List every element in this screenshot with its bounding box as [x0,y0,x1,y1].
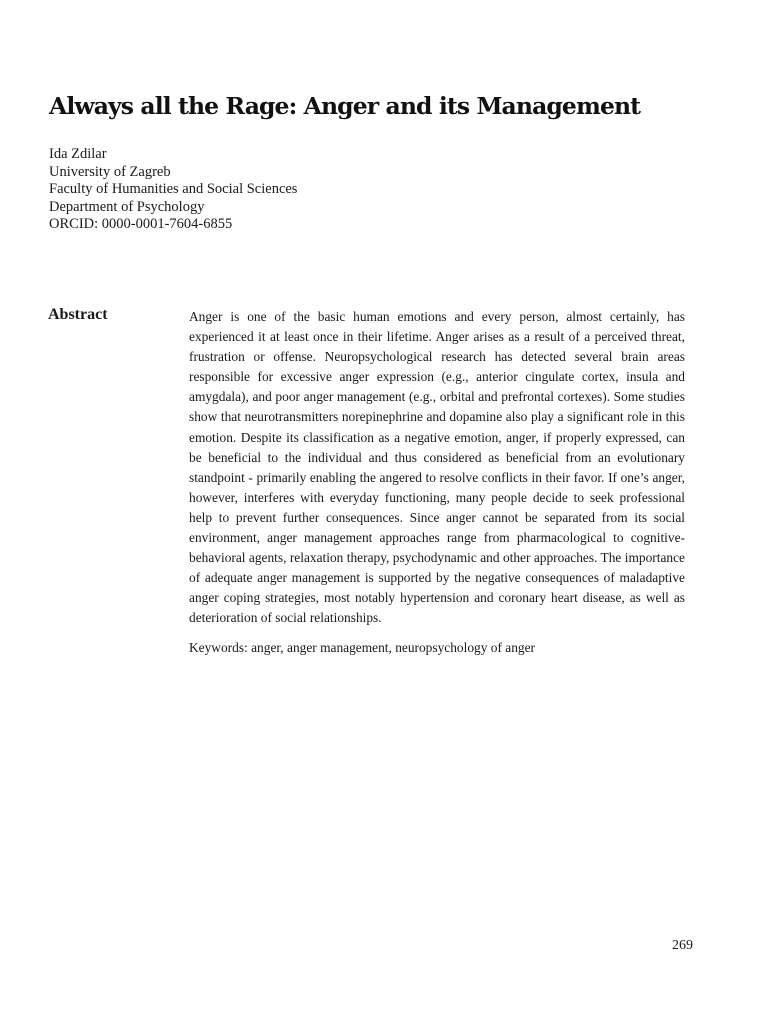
author-name: Ida Zdilar [49,146,107,162]
author-affiliation-block [49,146,297,234]
author-university: University of Zagreb [49,163,171,180]
author-faculty: Faculty of Humanities and Social Sciences [49,181,298,197]
page-number: 269 [672,938,693,953]
abstract-heading: Abstract [48,306,108,323]
paper-title: Always all the Rage: Anger and its Management [49,92,641,120]
abstract-text: Anger is one of the basic human emotions and every person, almost certainly, has experienced it at least once in their lifetime. Anger arises as a result of a perceived threat, frustration or offense. Neuropsychological research has detected several brain areas responsible for excessive anger expression (e.g., anterior cingulate cortex, insula and amygdala), and poor anger management (e.g., orbital and prefrontal cortexes). Some studies show that neurotransmitters norepinephrine and dopamine also play a significant role in this emotion. Despite its classification as a negative emotion, anger, if properly expressed, can be beneficial to the individual and thus considered as beneficial from an evolutionary standpoint - primarily enabling the angered to resolve conflicts in their favor. If one’s anger, however, interferes with everyday functioning, many people decide to seek professional help to prevent further consequences. Since anger cannot be separated from its social environment, anger management approaches range from pharmacological to cognitive-behavioral agents, relaxation therapy, psychodynamic and other approaches. The importance of adequate anger management is supported by the negative consequences of maladaptive anger coping strategies, most notably hypertension and coronary heart disease, as well as deterioration of social relationships. [189,309,685,626]
author-orcid: ORCID: 0000-0001-7604-6855 [49,216,233,232]
author-department: Department of Psychology [49,198,205,215]
keywords: Keywords: anger, anger management, neuropsychology of anger [189,640,536,655]
